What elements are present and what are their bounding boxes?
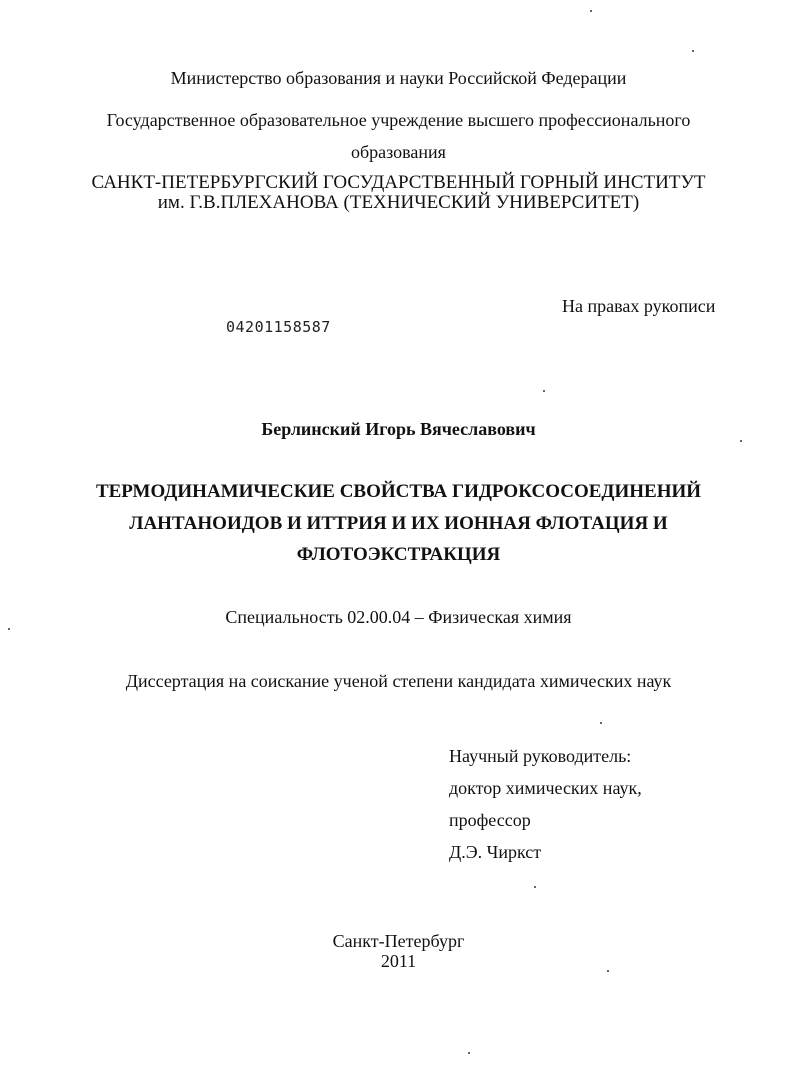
supervisor-rank: профессор	[449, 810, 531, 830]
scan-speck	[590, 10, 592, 12]
supervisor-label: Научный руководитель:	[449, 746, 632, 766]
institute-name-line-1: САНКТ-ПЕТЕРБУРГСКИЙ ГОСУДАРСТВЕННЫЙ ГОРНЫЙ ИНСТИТУТ	[91, 172, 706, 193]
supervisor-degree: доктор химических наук,	[449, 778, 642, 798]
institution-line-1: Государственное образовательное учреждение высшего профессионального	[106, 110, 691, 130]
scan-speck	[607, 970, 609, 972]
degree-line: Диссертация на соискание ученой степени кандидата химических наук	[125, 671, 672, 691]
scan-speck	[692, 50, 694, 52]
institute-name-line-2: им. Г.В.ПЛЕХАНОВА (ТЕХНИЧЕСКИЙ УНИВЕРСИТЕТ)	[157, 192, 640, 213]
scan-speck	[543, 390, 545, 392]
thesis-title-line-2: ЛАНТАНОИДОВ И ИТТРИЯ И ИХ ИОННАЯ ФЛОТАЦИЯ И	[129, 513, 668, 534]
scan-speck	[534, 886, 536, 888]
rights-note: На правах рукописи	[562, 296, 716, 316]
specialty-line: Специальность 02.00.04 – Физическая химия	[225, 607, 572, 627]
ministry-line: Министерство образования и науки Российской Федерации	[170, 68, 627, 88]
scan-speck	[8, 628, 10, 630]
scan-speck	[468, 1052, 470, 1054]
thesis-title-line-1: ТЕРМОДИНАМИЧЕСКИЕ СВОЙСТВА ГИДРОКСОСОЕДИНЕНИЙ	[95, 481, 702, 502]
supervisor-name: Д.Э. Чиркст	[449, 842, 542, 862]
scan-speck	[600, 722, 602, 724]
institution-line-2: образования	[351, 142, 446, 162]
city-line: Санкт-Петербург	[332, 931, 465, 951]
catalog-number: 04201158587	[226, 318, 331, 336]
thesis-title-line-3: ФЛОТОЭКСТРАКЦИЯ	[296, 544, 501, 565]
scan-speck	[740, 440, 742, 442]
author-name: Берлинский Игорь Вячеславович	[261, 419, 536, 439]
year-line: 2011	[380, 951, 417, 971]
